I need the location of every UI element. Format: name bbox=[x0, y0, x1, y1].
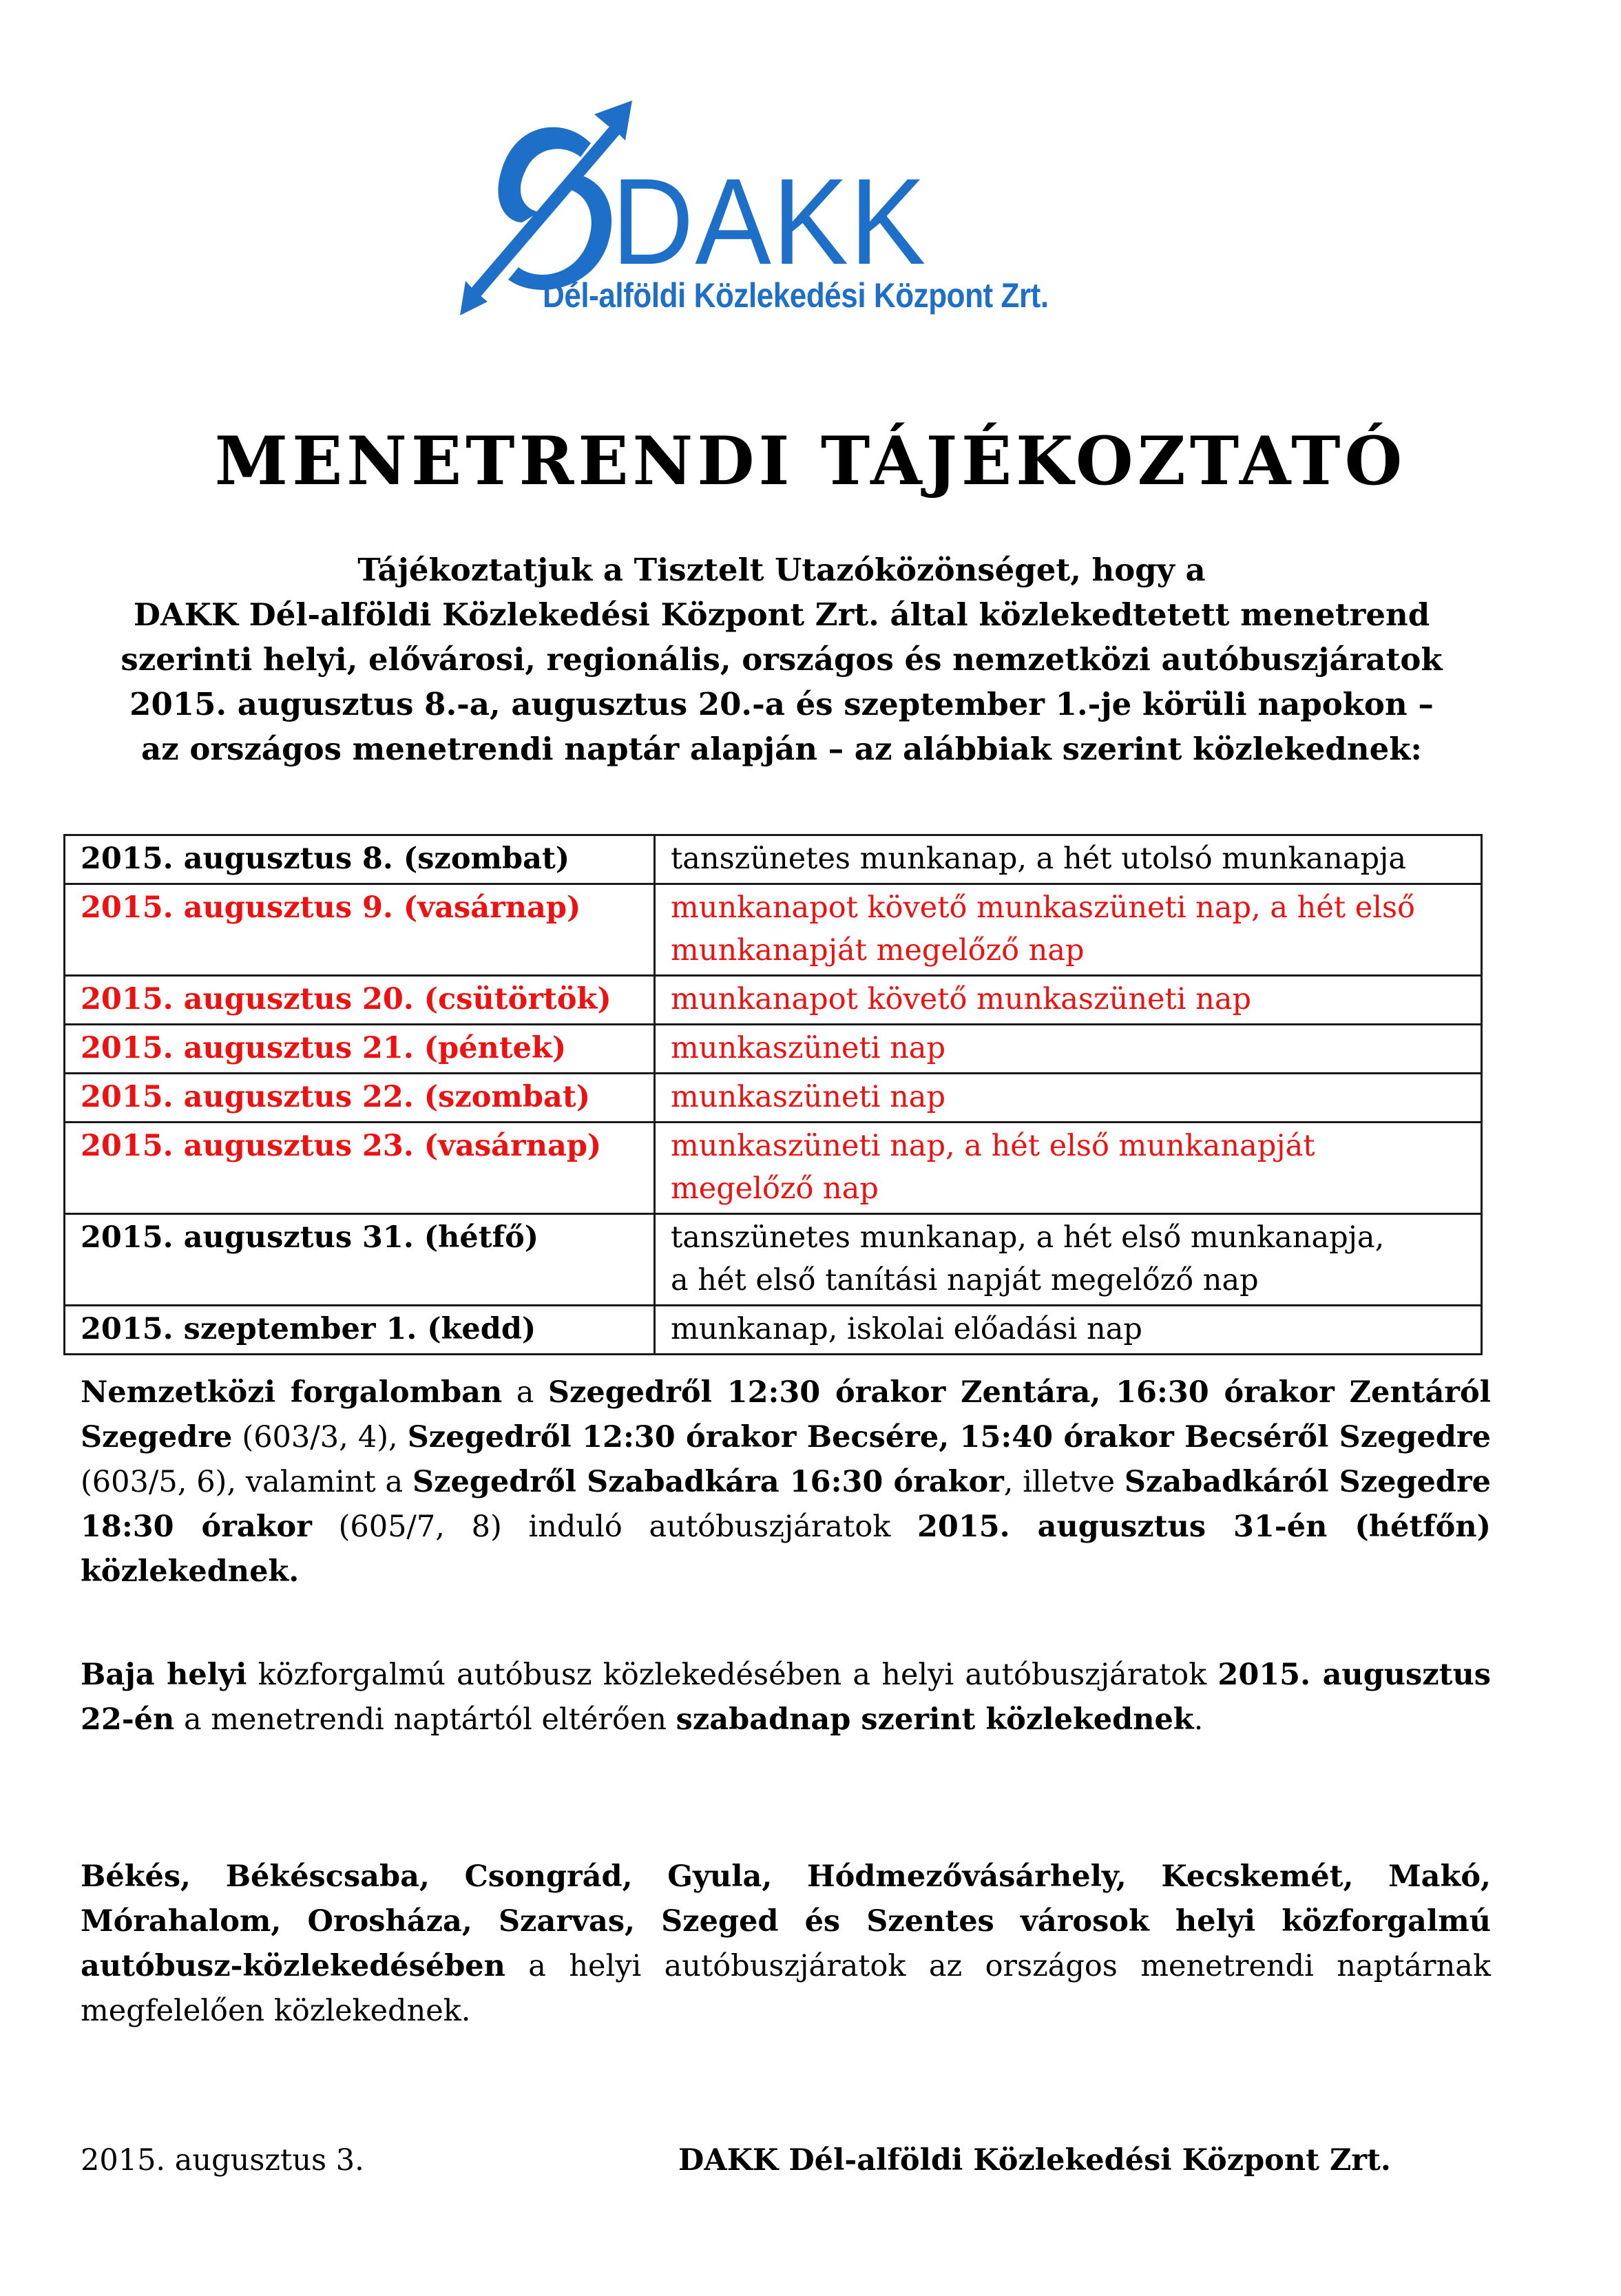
text: , illetve bbox=[1003, 1465, 1125, 1499]
description-cell: munkanapot követő munkaszüneti nap bbox=[655, 976, 1482, 1025]
date-cell: 2015. augusztus 21. (péntek) bbox=[65, 1025, 655, 1074]
date-cell: 2015. augusztus 9. (vasárnap) bbox=[65, 884, 655, 976]
description-line: a hét első tanítási napját megelőző nap bbox=[671, 1263, 1259, 1297]
date-cell: 2015. augusztus 22. (szombat) bbox=[65, 1074, 655, 1123]
text: (603/3, 4), bbox=[232, 1420, 408, 1454]
date-cell: 2015. augusztus 23. (vasárnap) bbox=[65, 1123, 655, 1214]
text: . bbox=[1193, 1702, 1204, 1737]
bold-text: szabadnap szerint közlekednek bbox=[676, 1702, 1194, 1737]
logo-subtitle: Dél-alföldi Közlekedési Központ Zrt. bbox=[543, 276, 1049, 315]
bold-text: 2015. augusztus 22-én bbox=[81, 1658, 1491, 1737]
bold-text: Békés, Békéscsaba, Csongrád, Gyula, Hódmezővásárhely, Kecskemét, Makó, Mórahalom, Orosháza, Szarvas, Szeged és Szentes városok helyi közforgalmú autóbusz-közlekedésében bbox=[81, 1859, 1491, 1983]
bold-text: Szabadkáról Szegedre 18:30 órakor bbox=[81, 1465, 1491, 1544]
table-row bbox=[65, 1214, 1482, 1306]
date-cell: 2015. szeptember 1. (kedd) bbox=[65, 1306, 655, 1355]
dakk-logo bbox=[460, 95, 1049, 322]
description-cell: munkaszüneti nap bbox=[655, 1025, 1482, 1074]
table-row bbox=[65, 884, 1482, 976]
schedule-table bbox=[63, 834, 1483, 1355]
description-cell: tanszünetes munkanap, a hét utolsó munkanapja bbox=[655, 835, 1482, 884]
date-cell: 2015. augusztus 8. (szombat) bbox=[65, 835, 655, 884]
table-row bbox=[65, 835, 1482, 884]
international-traffic-paragraph bbox=[81, 1370, 1491, 1594]
text: közforgalmú autóbusz közlekedésében a helyi autóbuszjáratok bbox=[247, 1658, 1218, 1692]
bold-text: Szegedről Szabadkára 16:30 órakor bbox=[412, 1465, 1004, 1499]
text: (603/5, 6), valamint a bbox=[81, 1465, 412, 1499]
bold-text: Nemzetközi forgalomban bbox=[81, 1375, 503, 1410]
text: a bbox=[502, 1375, 548, 1410]
footer-date: 2015. augusztus 3. bbox=[81, 2143, 364, 2178]
intro-line: DAKK Dél-alföldi Közlekedési Központ Zrt. által közlekedtetett menetrend bbox=[133, 596, 1430, 633]
logo-wordmark: DAKK bbox=[611, 153, 928, 290]
description-cell: munkaszüneti nap bbox=[655, 1074, 1482, 1123]
description-cell: munkanap, iskolai előadási nap bbox=[655, 1306, 1482, 1355]
intro-paragraph bbox=[41, 547, 1522, 771]
date-cell: 2015. augusztus 20. (csütörtök) bbox=[65, 976, 655, 1025]
date-cell: 2015. augusztus 31. (hétfő) bbox=[65, 1214, 655, 1306]
baja-local-paragraph bbox=[81, 1653, 1491, 1742]
bold-text: 2015. augusztus 31-én (hétfőn) közlekednek. bbox=[81, 1510, 1491, 1589]
footer-organization: DAKK Dél-alföldi Közlekedési Központ Zrt. bbox=[678, 2143, 1391, 2178]
text: a menetrendi naptártól eltérően bbox=[174, 1702, 676, 1737]
table-row bbox=[65, 976, 1482, 1025]
intro-line: Tájékoztatjuk a Tisztelt Utazóközönséget, hogy a bbox=[357, 552, 1206, 588]
intro-line: az országos menetrendi naptár alapján – az alábbiak szerint közlekednek: bbox=[140, 731, 1422, 767]
cities-local-paragraph bbox=[81, 1855, 1491, 2034]
description-cell: munkaszüneti nap, a hét első munkanapját megelőző nap bbox=[655, 1123, 1482, 1214]
bold-text: Szegedről 12:30 órakor Becsére, 15:40 órakor Becséről Szegedre bbox=[407, 1420, 1491, 1454]
text: (605/7, 8) induló autóbuszjáratok bbox=[311, 1510, 917, 1544]
description-cell bbox=[655, 1214, 1482, 1306]
table-row bbox=[65, 1306, 1482, 1355]
description-line: tanszünetes munkanap, a hét első munkanapja, bbox=[671, 1220, 1385, 1255]
description-cell: munkanapot követő munkaszüneti nap, a hét első munkanapját megelőző nap bbox=[655, 884, 1482, 976]
intro-line: 2015. augusztus 8.-a, augusztus 20.-a és szeptember 1.-je körüli napokon – bbox=[129, 686, 1434, 722]
text: a helyi autóbuszjáratok az országos menetrendi naptárnak megfelelően közlekednek. bbox=[81, 1949, 1491, 2028]
page-title: MENETRENDI TÁJÉKOZTATÓ bbox=[214, 422, 1407, 500]
table-row bbox=[65, 1123, 1482, 1214]
table-row bbox=[65, 1074, 1482, 1123]
table-row bbox=[65, 1025, 1482, 1074]
bold-text: Szegedről 12:30 órakor Zentára, 16:30 órakor Zentáról Szegedre bbox=[81, 1375, 1491, 1454]
intro-line: szerinti helyi, elővárosi, regionális, országos és nemzetközi autóbuszjáratok bbox=[121, 641, 1443, 678]
bold-text: Baja helyi bbox=[81, 1658, 247, 1692]
